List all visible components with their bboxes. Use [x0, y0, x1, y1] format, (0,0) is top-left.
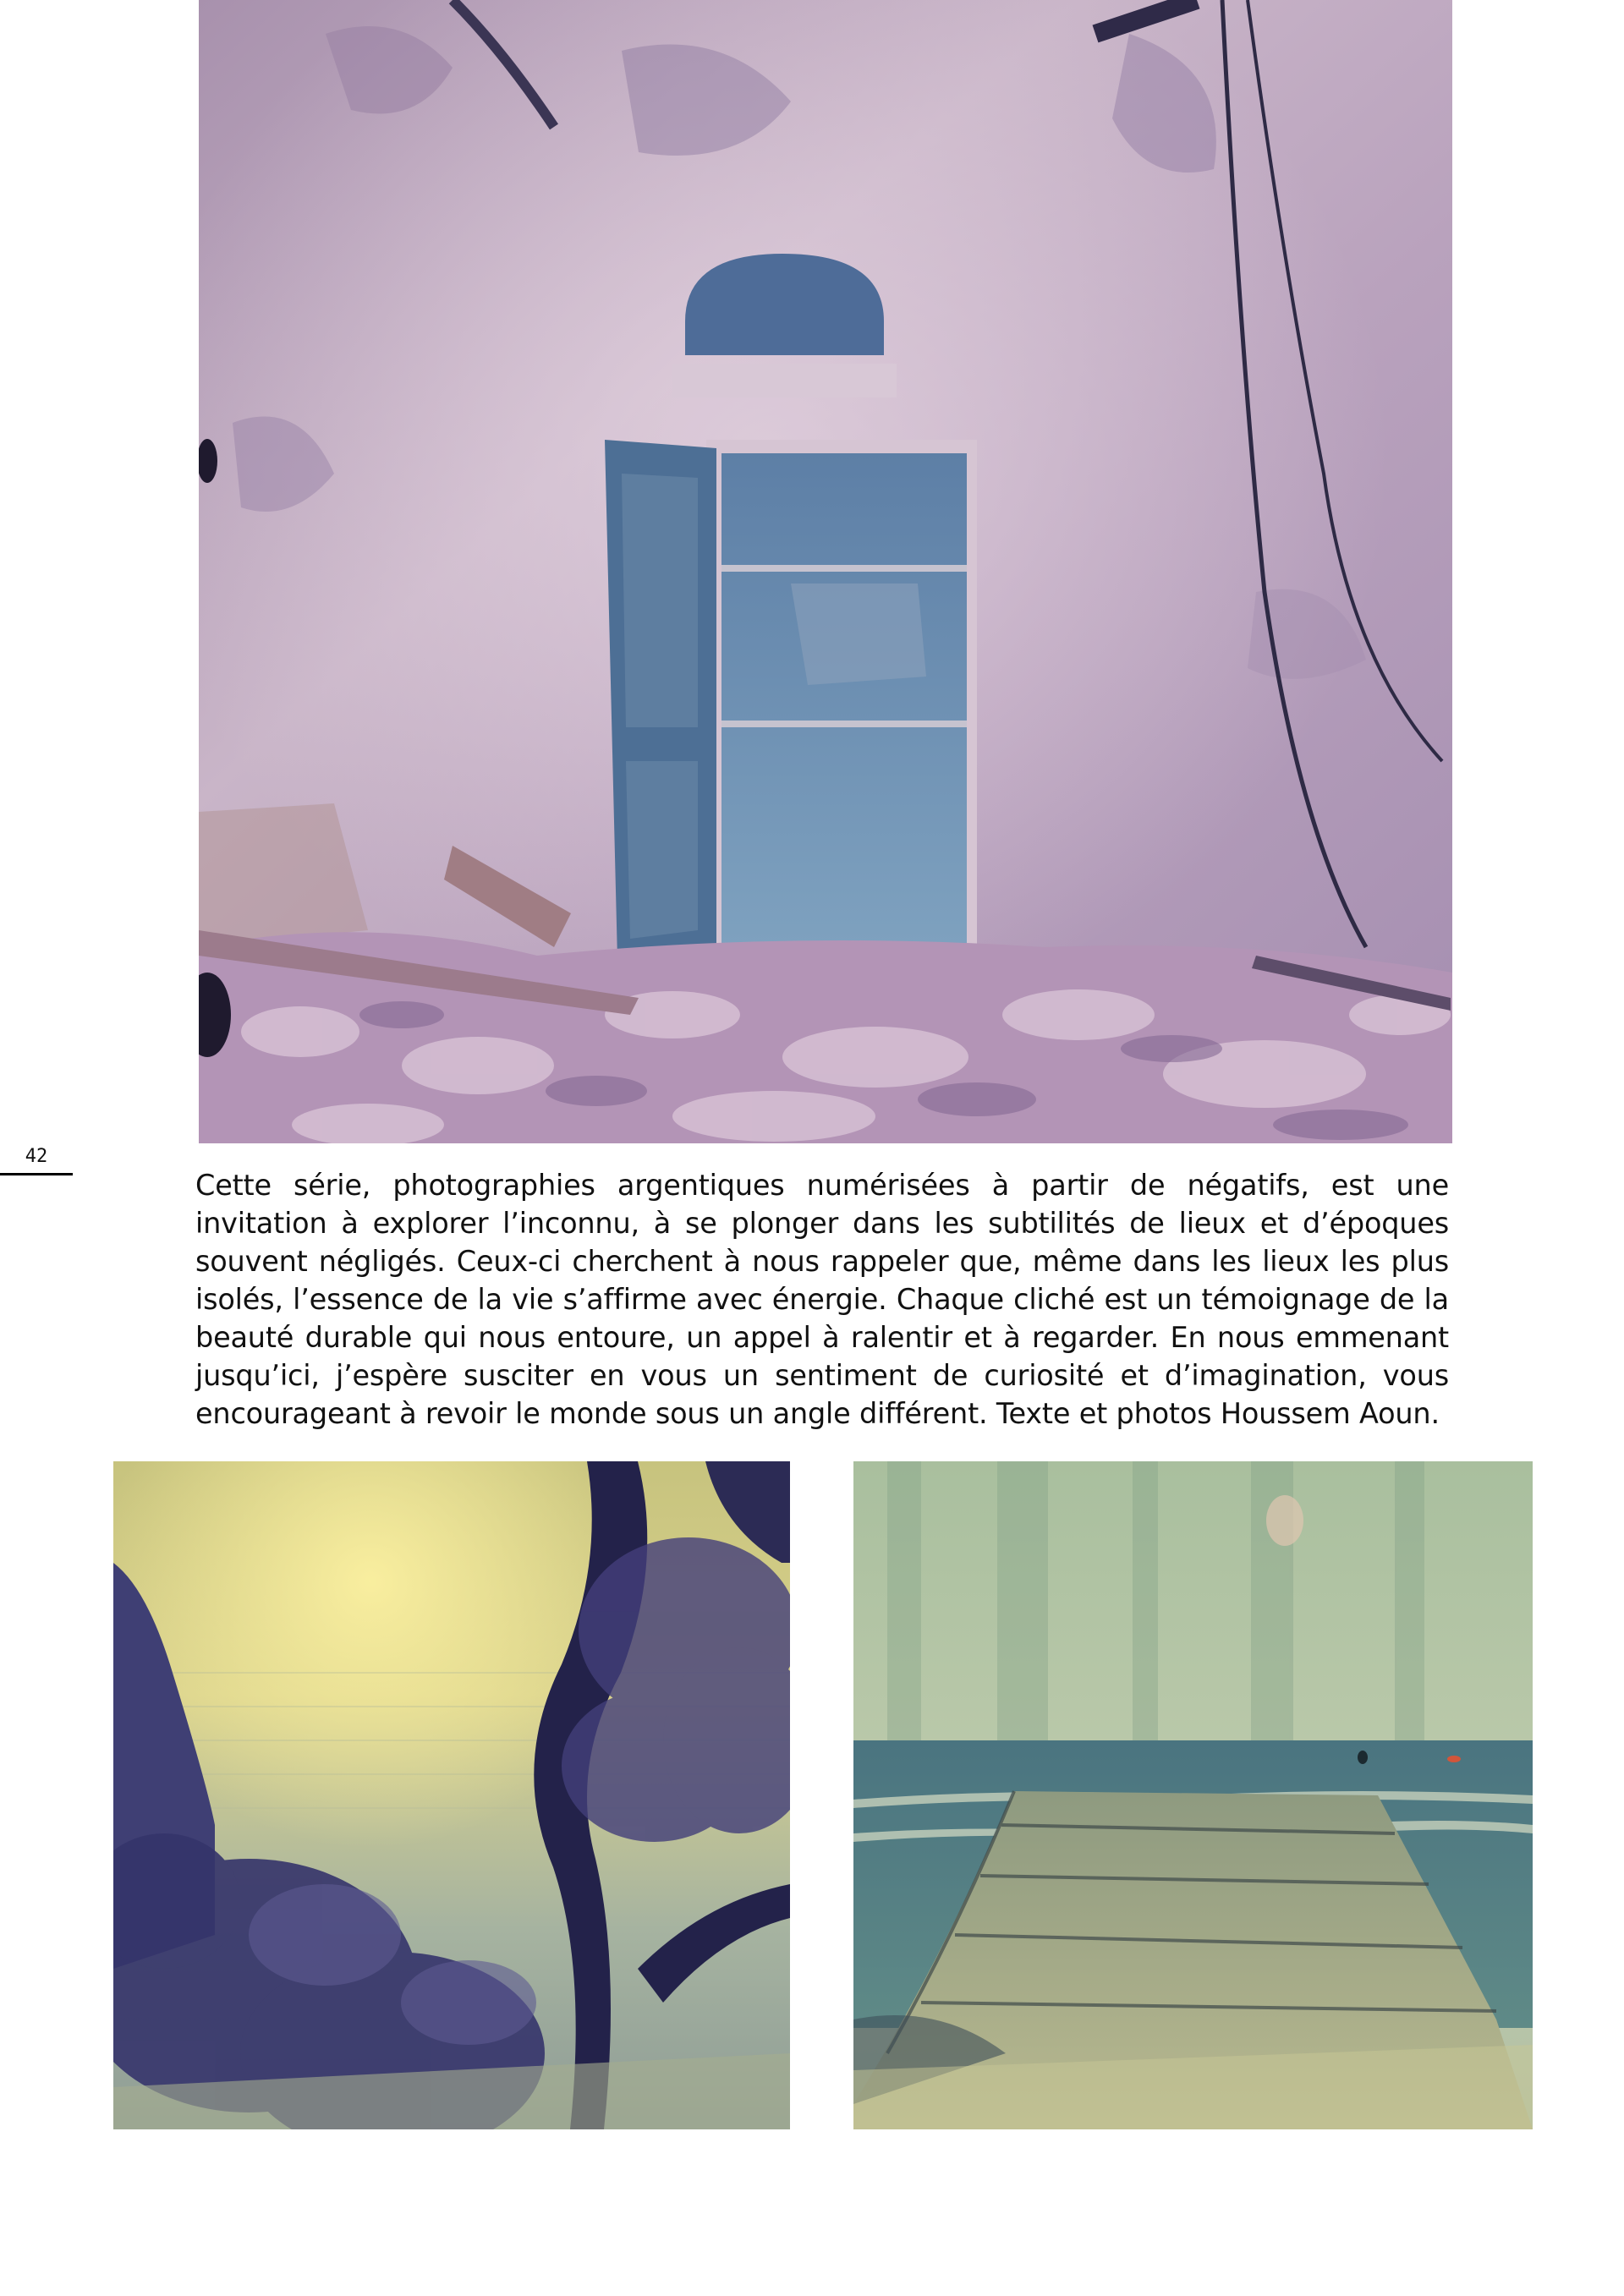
photo-sea-pier: [853, 1461, 1533, 2129]
body-paragraph: Cette série, photographies argentiques numérisées à partir de négatifs, est une invitation à explorer l’inconnu, à se plonger dans les subtilités de lieux et d’époques souvent négligés. Ceux-ci cherchent à nous rappeler que, même dans les lieux les plus isolés, l’essence de la vie s’affirme avec énergie. Chaque cliché est un témoignage de la beauté durable qui nous entoure, un appel à ralentir et à regarder. En nous emmenant jusqu’ici, j’espère susciter en vous un sentiment de curiosité et d’imagination, vous encourageant à revoir le monde sous un angle différent. Texte et photos Houssem Aoun.: [195, 1169, 1449, 1430]
photo-trees-by-water: [113, 1461, 790, 2129]
photo-abandoned-door: [199, 0, 1452, 1143]
page-number-rule: [0, 1173, 73, 1175]
photo-sea-pier-image: [853, 1461, 1533, 2129]
photo-abandoned-door-image: [199, 0, 1452, 1143]
photo-trees-by-water-image: [113, 1461, 790, 2129]
page-number: 42: [25, 1146, 48, 1167]
